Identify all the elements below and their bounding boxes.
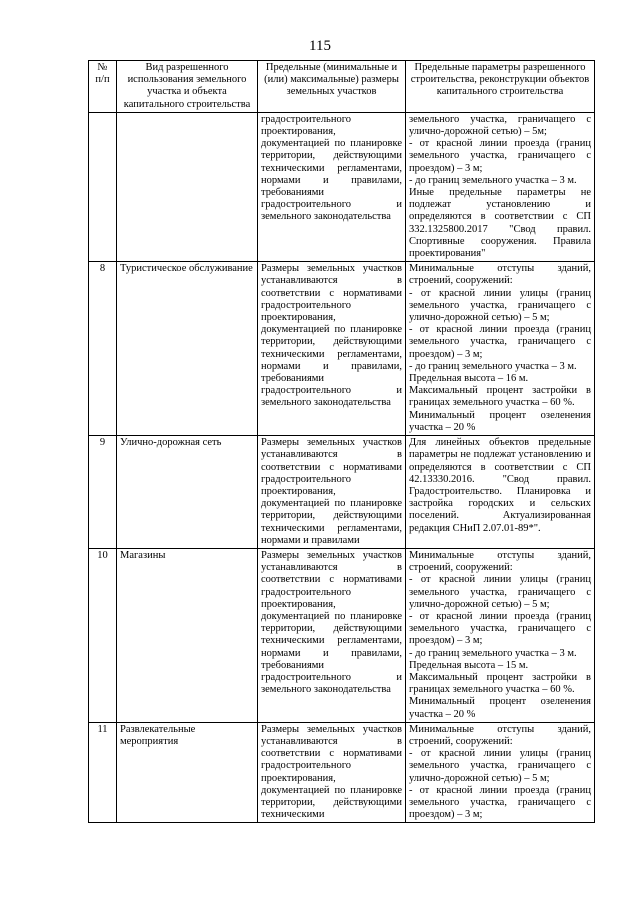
row-build-params: Для линейных объектов предельные параметры не подлежат установлению и определяются в соответствии с СП 42.13330.2016. "Свод правил. Градостроительство. Планировка и застройка городских и сельских поселений. Актуализированная редакция СНиП 2.07.01-89*". xyxy=(406,436,595,549)
regulations-table xyxy=(88,60,595,823)
row-number: 8 xyxy=(89,262,117,436)
table-header-row xyxy=(89,61,595,113)
row-plot-size: Размеры земельных участков устанавливаются в соответствии с нормативами градостроительного проектирования, документацией по планировке территории, действующими техническими регламентами, нормами и правилами xyxy=(258,436,406,549)
row-use-type: Туристическое обслуживание xyxy=(117,262,258,436)
table-row xyxy=(89,262,595,436)
table-row xyxy=(89,722,595,823)
row-plot-size: Размеры земельных участков устанавливаются в соответствии с нормативами градостроительного проектирования, документацией по планировке территории, действующими техническими регламентами, нормами и правилами, требованиями градостроительного и земельного законодательства xyxy=(258,262,406,436)
table-row xyxy=(89,548,595,722)
row-build-params: Минимальные отступы зданий, строений, сооружений: - от красной линии улицы (границ земельного участка, граничащего с улично-дорожной сетью) – 5 м; - от красной линии проезда (границ земельного участка, граничащего с проездом) – 3 м; - до границ земельного участка – 3 м. Предельная высота – 15 м. Максимальный процент застройки в границах земельного участка – 60 %. Минимальный процент озеленения участка – 20 % xyxy=(406,548,595,722)
header-use-type: Вид разрешенного использования земельного участка и объекта капитального строительства xyxy=(117,61,258,113)
table-row xyxy=(89,112,595,261)
header-build-params: Предельные параметры разрешенного строительства, реконструкции объектов капитального строительства xyxy=(406,61,595,113)
table-row xyxy=(89,436,595,549)
row-plot-size: градостроительного проектирования, документацией по планировке территории, действующими техническими регламентами, нормами и правилами, требованиями градостроительного и земельного законодательства xyxy=(258,112,406,261)
row-use-type: Улично-дорожная сеть xyxy=(117,436,258,549)
row-number: 10 xyxy=(89,548,117,722)
row-use-type: Развлекательные мероприятия xyxy=(117,722,258,823)
header-number: № п/п xyxy=(89,61,117,113)
row-build-params: Минимальные отступы зданий, строений, сооружений: - от красной линии улицы (границ земельного участка, граничащего с улично-дорожной сетью) – 5 м; - от красной линии проезда (границ земельного участка, граничащего с проездом) – 3 м; xyxy=(406,722,595,823)
row-number: 9 xyxy=(89,436,117,549)
header-plot-size: Предельные (минимальные и (или) максимальные) размеры земельных участков xyxy=(258,61,406,113)
row-use-type: Магазины xyxy=(117,548,258,722)
row-number: 11 xyxy=(89,722,117,823)
row-plot-size: Размеры земельных участков устанавливаются в соответствии с нормативами градостроительного проектирования, документацией по планировке территории, действующими техническими xyxy=(258,722,406,823)
row-plot-size: Размеры земельных участков устанавливаются в соответствии с нормативами градостроительного проектирования, документацией по планировке территории, действующими техническими регламентами, нормами и правилами, требованиями градостроительного и земельного законодательства xyxy=(258,548,406,722)
row-use-type xyxy=(117,112,258,261)
page-number: 115 xyxy=(309,38,331,54)
row-build-params: земельного участка, граничащего с улично-дорожной сетью) – 5м; - от красной линии проезда (границ земельного участка, граничащего с проездом) – 3 м; - до границ земельного участка – 3 м. Иные предельные параметры не подлежат установлению и определяются в соответствии с СП 332.1325800.2017 "Свод правил. Спортивные сооружения. Правила проектирования" xyxy=(406,112,595,261)
row-number xyxy=(89,112,117,261)
row-build-params: Минимальные отступы зданий, строений, сооружений: - от красной линии улицы (границ земельного участка, граничащего с улично-дорожной сетью) – 5 м; - от красной линии проезда (границ земельного участка, граничащего с проездом) – 3 м; - до границ земельного участка – 3 м. Предельная высота – 16 м. Максимальный процент застройки в границах земельного участка – 60 %. Минимальный процент озеленения участка – 20 % xyxy=(406,262,595,436)
